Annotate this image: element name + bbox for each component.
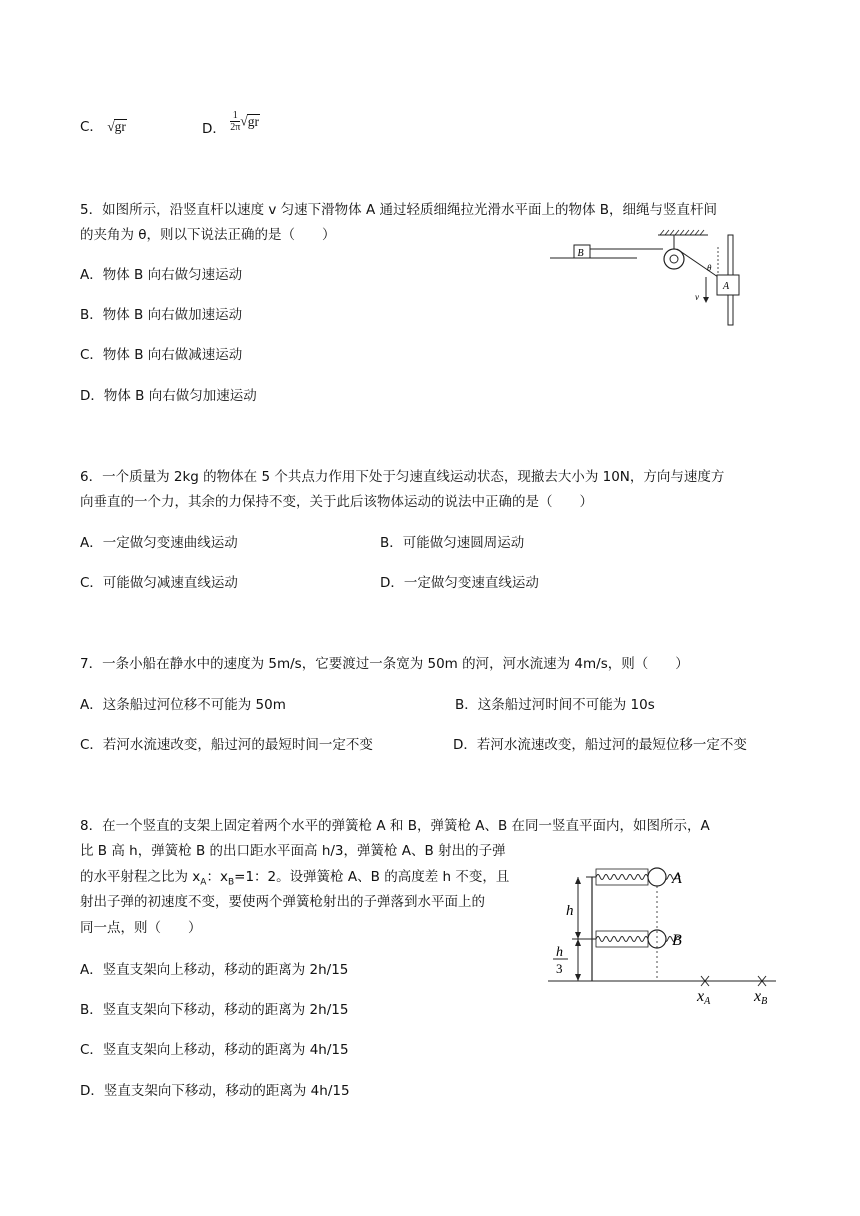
q5-option-b: B．物体 B 向右做加速运动 — [80, 307, 243, 323]
q5-block-b-label: B — [577, 248, 584, 259]
q5-velocity-label: v — [695, 292, 699, 302]
q8-option-b: B．竖直支架向下移动，移动的距离为 2h/15 — [80, 1002, 349, 1018]
q6-option-d: D．一定做匀变速直线运动 — [380, 575, 539, 591]
prev-option-d — [202, 110, 260, 137]
q6-option-b: B．可能做匀速圆周运动 — [380, 535, 525, 551]
q8-ball-a — [648, 868, 666, 886]
q8-option-a: A．竖直支架向上移动，移动的距离为 2h/15 — [80, 962, 349, 978]
q6-option-a: A．一定做匀变速曲线运动 — [80, 535, 238, 551]
prev-option-d-fraction — [230, 110, 240, 133]
q8-label-xa: xA — [697, 988, 711, 1005]
q5-stem-line2: 的夹角为 θ，则以下说法正确的是（ ） — [80, 227, 336, 243]
q5-figure — [540, 225, 770, 330]
q7-option-c: C．若河水流速改变，船过河的最短时间一定不变 — [80, 737, 373, 753]
sqrt-symbol: √ — [107, 119, 115, 134]
q5-option-d: D．物体 B 向右做匀加速运动 — [80, 388, 257, 404]
q8-figure — [548, 855, 788, 1005]
q8-h3-num: h — [556, 945, 563, 960]
q8-spring-b — [592, 937, 680, 942]
prev-option-d-label: D． — [202, 120, 226, 137]
prev-option-c — [80, 117, 127, 137]
prev-option-d-frac-den: 2π — [230, 122, 241, 133]
q8-label-a: A — [672, 870, 682, 887]
q8-option-c: C．竖直支架向上移动，移动的距离为 4h/15 — [80, 1042, 349, 1058]
q7-option-a: A．这条船过河位移不可能为 50m — [80, 697, 286, 713]
q8-option-d: D．竖直支架向下移动，移动的距离为 4h/15 — [80, 1083, 350, 1099]
q6-stem-line2: 向垂直的一个力，其余的力保持不变，关于此后该物体运动的说法中正确的是（ ） — [80, 494, 593, 510]
prev-option-d-frac-num: 1 — [230, 110, 240, 122]
q8-stem-line4: 射出子弹的初速度不变，要使两个弹簧枪射出的子弹落到水平面上的 — [80, 894, 485, 910]
q5-option-c: C．物体 B 向右做减速运动 — [80, 347, 243, 363]
q7-stem-line1: 7．一条小船在静水中的速度为 5m/s，它要渡过一条宽为 50m 的河，河水流速为 4m/s，则（ ） — [80, 656, 689, 672]
q7-option-b: B．这条船过河时间不可能为 10s — [455, 697, 655, 713]
q8-h3-den: 3 — [556, 961, 563, 976]
sqrt-symbol: √ — [240, 113, 248, 129]
prev-option-c-radicand: gr — [114, 119, 126, 134]
q5-stem-line1: 5．如图所示，沿竖直杆以速度 v 匀速下滑物体 A 通过轻质细绳拉光滑水平面上的物体 B，细绳与竖直杆间 — [80, 202, 718, 218]
q7-option-d: D．若河水流速改变，船过河的最短位移一定不变 — [453, 737, 747, 753]
q8-h-label: h — [566, 903, 574, 919]
prev-option-d-radicand: gr — [247, 113, 259, 129]
q8-label-b: B — [672, 932, 682, 949]
q8-stem-line5: 同一点，则（ ） — [80, 920, 202, 936]
prev-option-c-label: C． — [80, 119, 103, 135]
q8-spring-a — [592, 875, 680, 880]
q8-stem-line3: 的水平射程之比为 $x_A$：$x_B=1$：2。设弹簧枪 A、B 的高度差 h 不变，且 — [80, 869, 510, 888]
q8-stem-line1: 8．在一个竖直的支架上固定着两个水平的弹簧枪 A 和 B，弹簧枪 A、B 在同一竖直平面内，如图所示，A — [80, 818, 710, 834]
q6-option-c: C．可能做匀减速直线运动 — [80, 575, 238, 591]
q8-label-xb: xB — [754, 988, 768, 1005]
q6-stem-line1: 6．一个质量为 2kg 的物体在 5 个共点力作用下处于匀速直线运动状态，现撤去大小为 10N，方向与速度方 — [80, 469, 725, 485]
q5-option-a: A．物体 B 向右做匀速运动 — [80, 267, 243, 283]
q5-angle-label: θ — [707, 263, 712, 273]
q8-stem-line2: 比 B 高 h，弹簧枪 B 的出口距水平面高 h/3，弹簧枪 A、B 射出的子弹 — [80, 843, 506, 859]
q5-block-a-label: A — [723, 281, 730, 292]
